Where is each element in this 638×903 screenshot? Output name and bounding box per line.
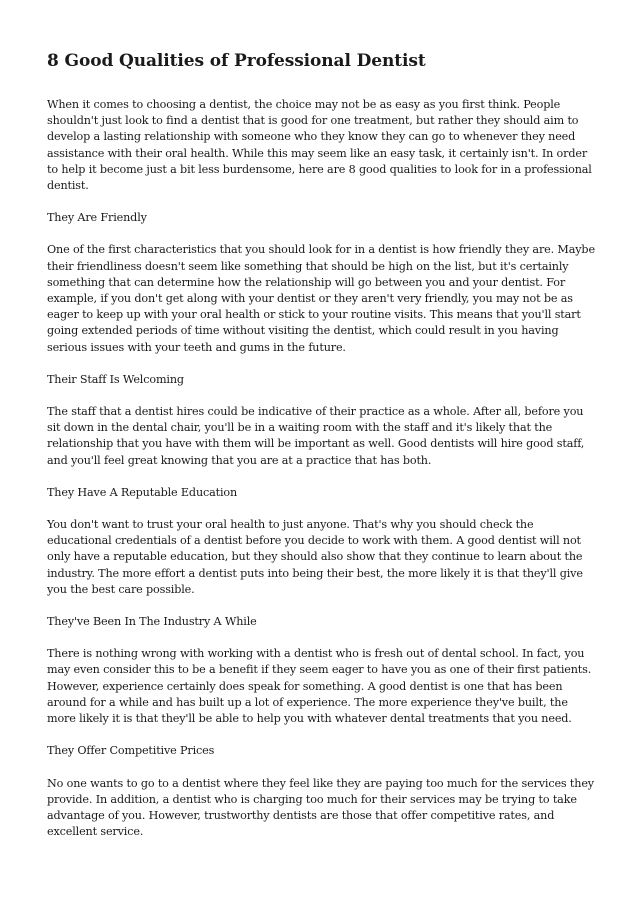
section-body-experience: There is nothing wrong with working with a dentist who is fresh out of dental school. In fact, you may even consider this to be a benefit if they seem eager to have you as one of their first patients. However, experience certainly does speak for something. A good dentist is one that has been around for a while and has built up a lot of experience. The more experience they've built, the more likely it is that they'll be able to help you with whatever dental treatments that you need.: [47, 647, 592, 726]
section-body-education: You don't want to trust your oral health to just anyone. That's why you should check the educational credentials of a dentist before you decide to work with them. A good dentist will not only have a reputable education, but they should also show that they continue to learn about the industry. The more effort a dentist puts into being their best, the more likely it is that they'll give you the best care possible.: [47, 518, 583, 596]
section-heading-prices: They Offer Competitive Prices: [47, 744, 215, 758]
section-body-staff: The staff that a dentist hires could be indicative of their practice as a whole. After all, before you sit down in the dental chair, you'll be in a waiting room with the staff and it's likely that the relationship that you have with them will be important as well. Good dentists will hire good staff, and you'll feel great knowing that you are at a practice that has both.: [47, 405, 585, 467]
section-body-friendly: One of the first characteristics that you should look for in a dentist is how friendly they are. Maybe their friendliness doesn't seem like something that should be high on the list, but it's certainly something that can determine how the relationship will go between you and your dentist. For example, if you don't get along with your dentist or they aren't very friendly, you may not be as eager to keep up with your oral health or stick to your routine visits. This means that you'll start going extended periods of time without visiting the dentist, which could result in you having serious issues with your teeth and gums in the future.: [47, 243, 595, 354]
document-content: [47, 50, 595, 856]
section-heading-education: They Have A Reputable Education: [47, 485, 238, 499]
section-heading-staff: Their Staff Is Welcoming: [47, 372, 184, 386]
section-heading-friendly: They Are Friendly: [47, 211, 147, 225]
document-title: 8 Good Qualities of Professional Dentist: [47, 51, 426, 71]
section-heading-experience: They've Been In The Industry A While: [47, 615, 257, 629]
section-body-prices: No one wants to go to a dentist where they feel like they are paying too much for the services they provide. In addition, a dentist who is charging too much for their services may be trying to take advantage of you. However, trustworthy dentists are those that offer competitive rates, and excellent service.: [47, 776, 594, 839]
intro-paragraph: When it comes to choosing a dentist, the choice may not be as easy as you first think. People shouldn't just look to find a dentist that is good for one treatment, but rather they should aim to develop a lasting relationship with someone who they know they can go to whenever they need assistance with their oral health. While this may seem like an easy task, it certainly isn't. In order to help it become just a bit less burdensome, here are 8 good qualities to look for in a professional dentist.: [47, 98, 592, 193]
